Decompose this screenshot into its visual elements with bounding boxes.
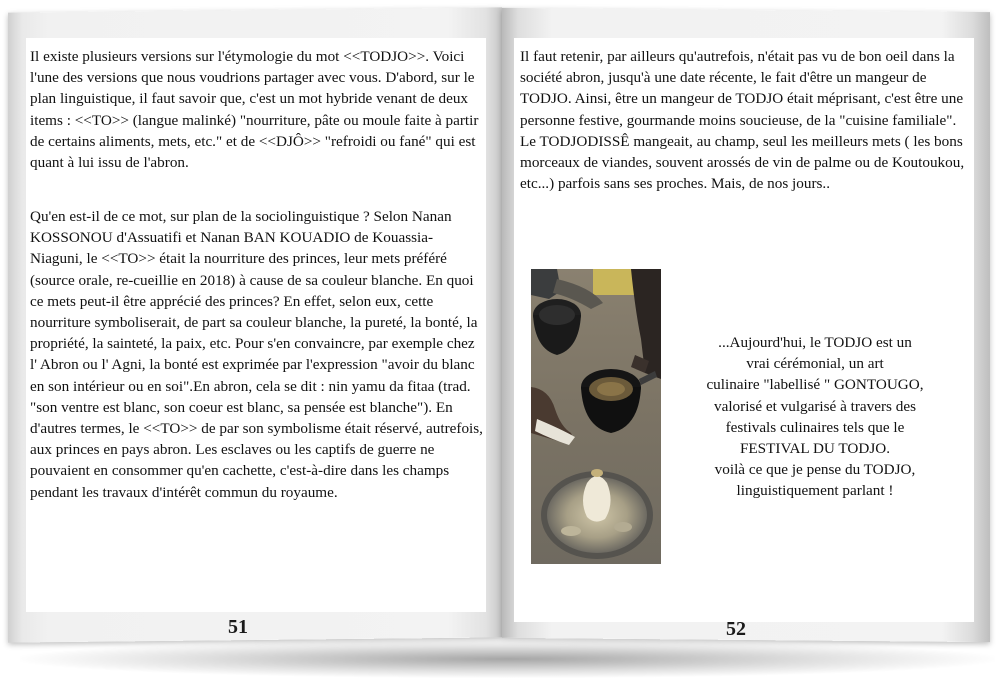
caption-line: FESTIVAL DU TODJO. [739,440,891,458]
photo-caption [670,332,960,502]
caption-line: linguistiquement parlant ! [736,482,894,500]
right-paragraph: Il faut retenir, par ailleurs qu'autrefois, n'était pas vu de bon oeil dans la société abron, jusqu'à une date récente, le fait d'être un mangeur de TODJO. Ainsi, être un mangeur de TODJO était méprisant, c'est être une personne festive, gourmande moins soucieuse, de la "cuisine familiale". Le TODJODISSÊ mangeait, au champ, seul les meilleurs mets ( les bons morceaux de viandes, souvent arossés de vin de palme ou de Koutoukou, etc...) parfois sans ses proches. Mais, de nos jours.. [520,48,965,193]
book-shadow [20,640,995,678]
cooking-pots-photo [531,269,661,564]
page-number-left: 51 [228,616,248,638]
caption-line: voilà ce que je pense du TODJO, [714,461,916,479]
caption-line: culinaire "labellisé " GONTOUGO, [706,376,924,394]
caption-line: ...Aujourd'hui, le TODJO est un [718,334,912,351]
left-paragraph-sociolinguistics: Qu'en est-il de ce mot, sur plan de la sociolinguistique ? Selon Nanan KOSSONOU d'Assuatifi et Nanan BAN KOUADIO de Kouassia-Niaguni, le <<TO>> était la nourriture des princes, leur mets préféré (source orale, re-cueillie en 2018) à cause de sa couleur blanche. En quoi ce mets peut-il être apprécié des princes? En effet, selon eux, cette nourriture symboliserait, de part sa couleur blanche, la pureté, la bonté, la propriété, la sainteté, la paix, etc. Pour s'en convaincre, par exemple chez l' Abron ou l' Agni, la bonté est exprimée par l'expression "avoir du blanc en son intérieur ou en soi".En abron, cela se dit : nin yamu da fitaa (trad. "son ventre est blanc, son coeur est blanc, sa pensée est blanche"). En d'autres termes, le <<TO>> de par son symbolisme était réservé, autrefois, aux princes en pays abron. Les esclaves ou les captifs de guerre ne pouvaient en consommer qu'en cachette, c'est-à-dire dans les champs pendant les travaux d'intérêt commun du royaume. [30,208,483,501]
page-number-right: 52 [726,618,746,640]
caption-line: valorisé et vulgarisé à travers des [714,397,916,415]
caption-line: vrai cérémonial, un art [746,355,884,373]
left-paragraph-etymology: Il existe plusieurs versions sur l'étymologie du mot <<TODJO>>. Voici l'une des versions que nous voudrions partager avec vous. D'abord, sur le plan linguistique, il faut savoir que, c'est un mot hybride venant de deux items : <<TO>> (langue malinké) "nourriture, pâte ou moule faite à partir de certains aliments, mets, etc." et de <<DJÔ>> "refroidi ou fané" qui est quant à lui issu de l'abron. [30,48,479,172]
caption-line: festivals culinaires tels que le [725,418,905,436]
